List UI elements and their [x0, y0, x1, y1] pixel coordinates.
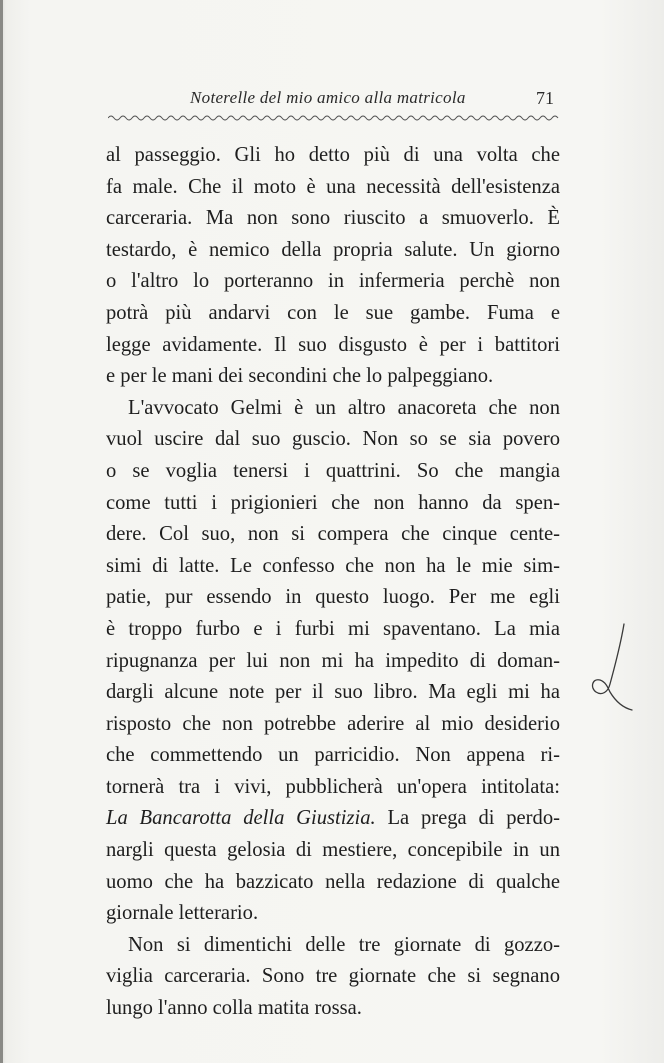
text-line: giornale letterario. [106, 902, 259, 925]
text-line: legge avidamente. Il suo disgusto è per i battitori [106, 333, 560, 356]
text-fragment: La prega di perdo- [387, 807, 560, 830]
text-line: uomo che ha bazzicato nella redazione di qualche [106, 870, 560, 893]
text-line: dere. Col suo, non si compera che cinque cente- [106, 523, 560, 546]
text-line: tornerà tra i vivi, pubblicherà un'opera intitolata: [106, 775, 560, 798]
header-title: Noterelle del mio amico alla matricola [190, 88, 466, 107]
text-line: Non si dimentichi delle tre giornate di gozzo- [128, 933, 560, 956]
text-line: nargli questa gelosia di mestiere, concepibile in un [106, 839, 560, 862]
book-title: La Bancarotta della Giustizia. [106, 807, 376, 830]
text-line: o l'altro lo porteranno in infermeria perchè non [106, 270, 560, 293]
text-line: o se voglia tenersi i quattrini. So che mangia [106, 459, 560, 482]
text-line: al passeggio. Gli ho detto più di una volta che [106, 144, 560, 166]
handwritten-margin-mark [588, 622, 634, 714]
text-line: dargli alcune note per il suo libro. Ma egli mi ha [106, 681, 560, 704]
page-number: 71 [536, 88, 554, 108]
text-line: simi di latte. Le confesso che non ha le mie sim- [106, 554, 560, 577]
text-line-with-title [106, 803, 560, 835]
text-line: L'avvocato Gelmi è un altro anacoreta che non [128, 396, 560, 419]
text-line: e per le mani dei secondini che lo palpeggiano. [106, 365, 494, 388]
body-text [106, 140, 560, 1025]
running-header [108, 88, 560, 112]
page-edge [0, 0, 3, 1063]
text-line: potrà più andarvi con le sue gambe. Fuma e [106, 301, 560, 324]
header-wavy-rule [108, 114, 560, 122]
text-line: risposto che non potrebbe aderire al mio desiderio [106, 712, 560, 735]
text-line: è troppo furbo e i furbi mi spaventano. La mia [106, 617, 560, 640]
text-line: lungo l'anno colla matita rossa. [106, 997, 362, 1020]
text-line: fa male. Che il moto è una necessità dell'esistenza [106, 175, 560, 198]
text-line: che commettendo un parricidio. Non appena ri- [106, 744, 560, 767]
text-line: viglia carceraria. Sono tre giornate che si segnano [106, 965, 560, 988]
text-line: ripugnanza per lui non mi ha impedito di doman- [106, 649, 560, 672]
text-line: testardo, è nemico della propria salute. Un giorno [106, 238, 560, 261]
text-line: come tutti i prigionieri che non hanno da spen- [106, 491, 560, 514]
text-line: vuol uscire dal suo guscio. Non so se sia povero [106, 428, 560, 451]
text-line: patie, pur essendo in questo luogo. Per me egli [106, 586, 560, 609]
text-line: carceraria. Ma non sono riuscito a smuoverlo. È [106, 207, 560, 230]
